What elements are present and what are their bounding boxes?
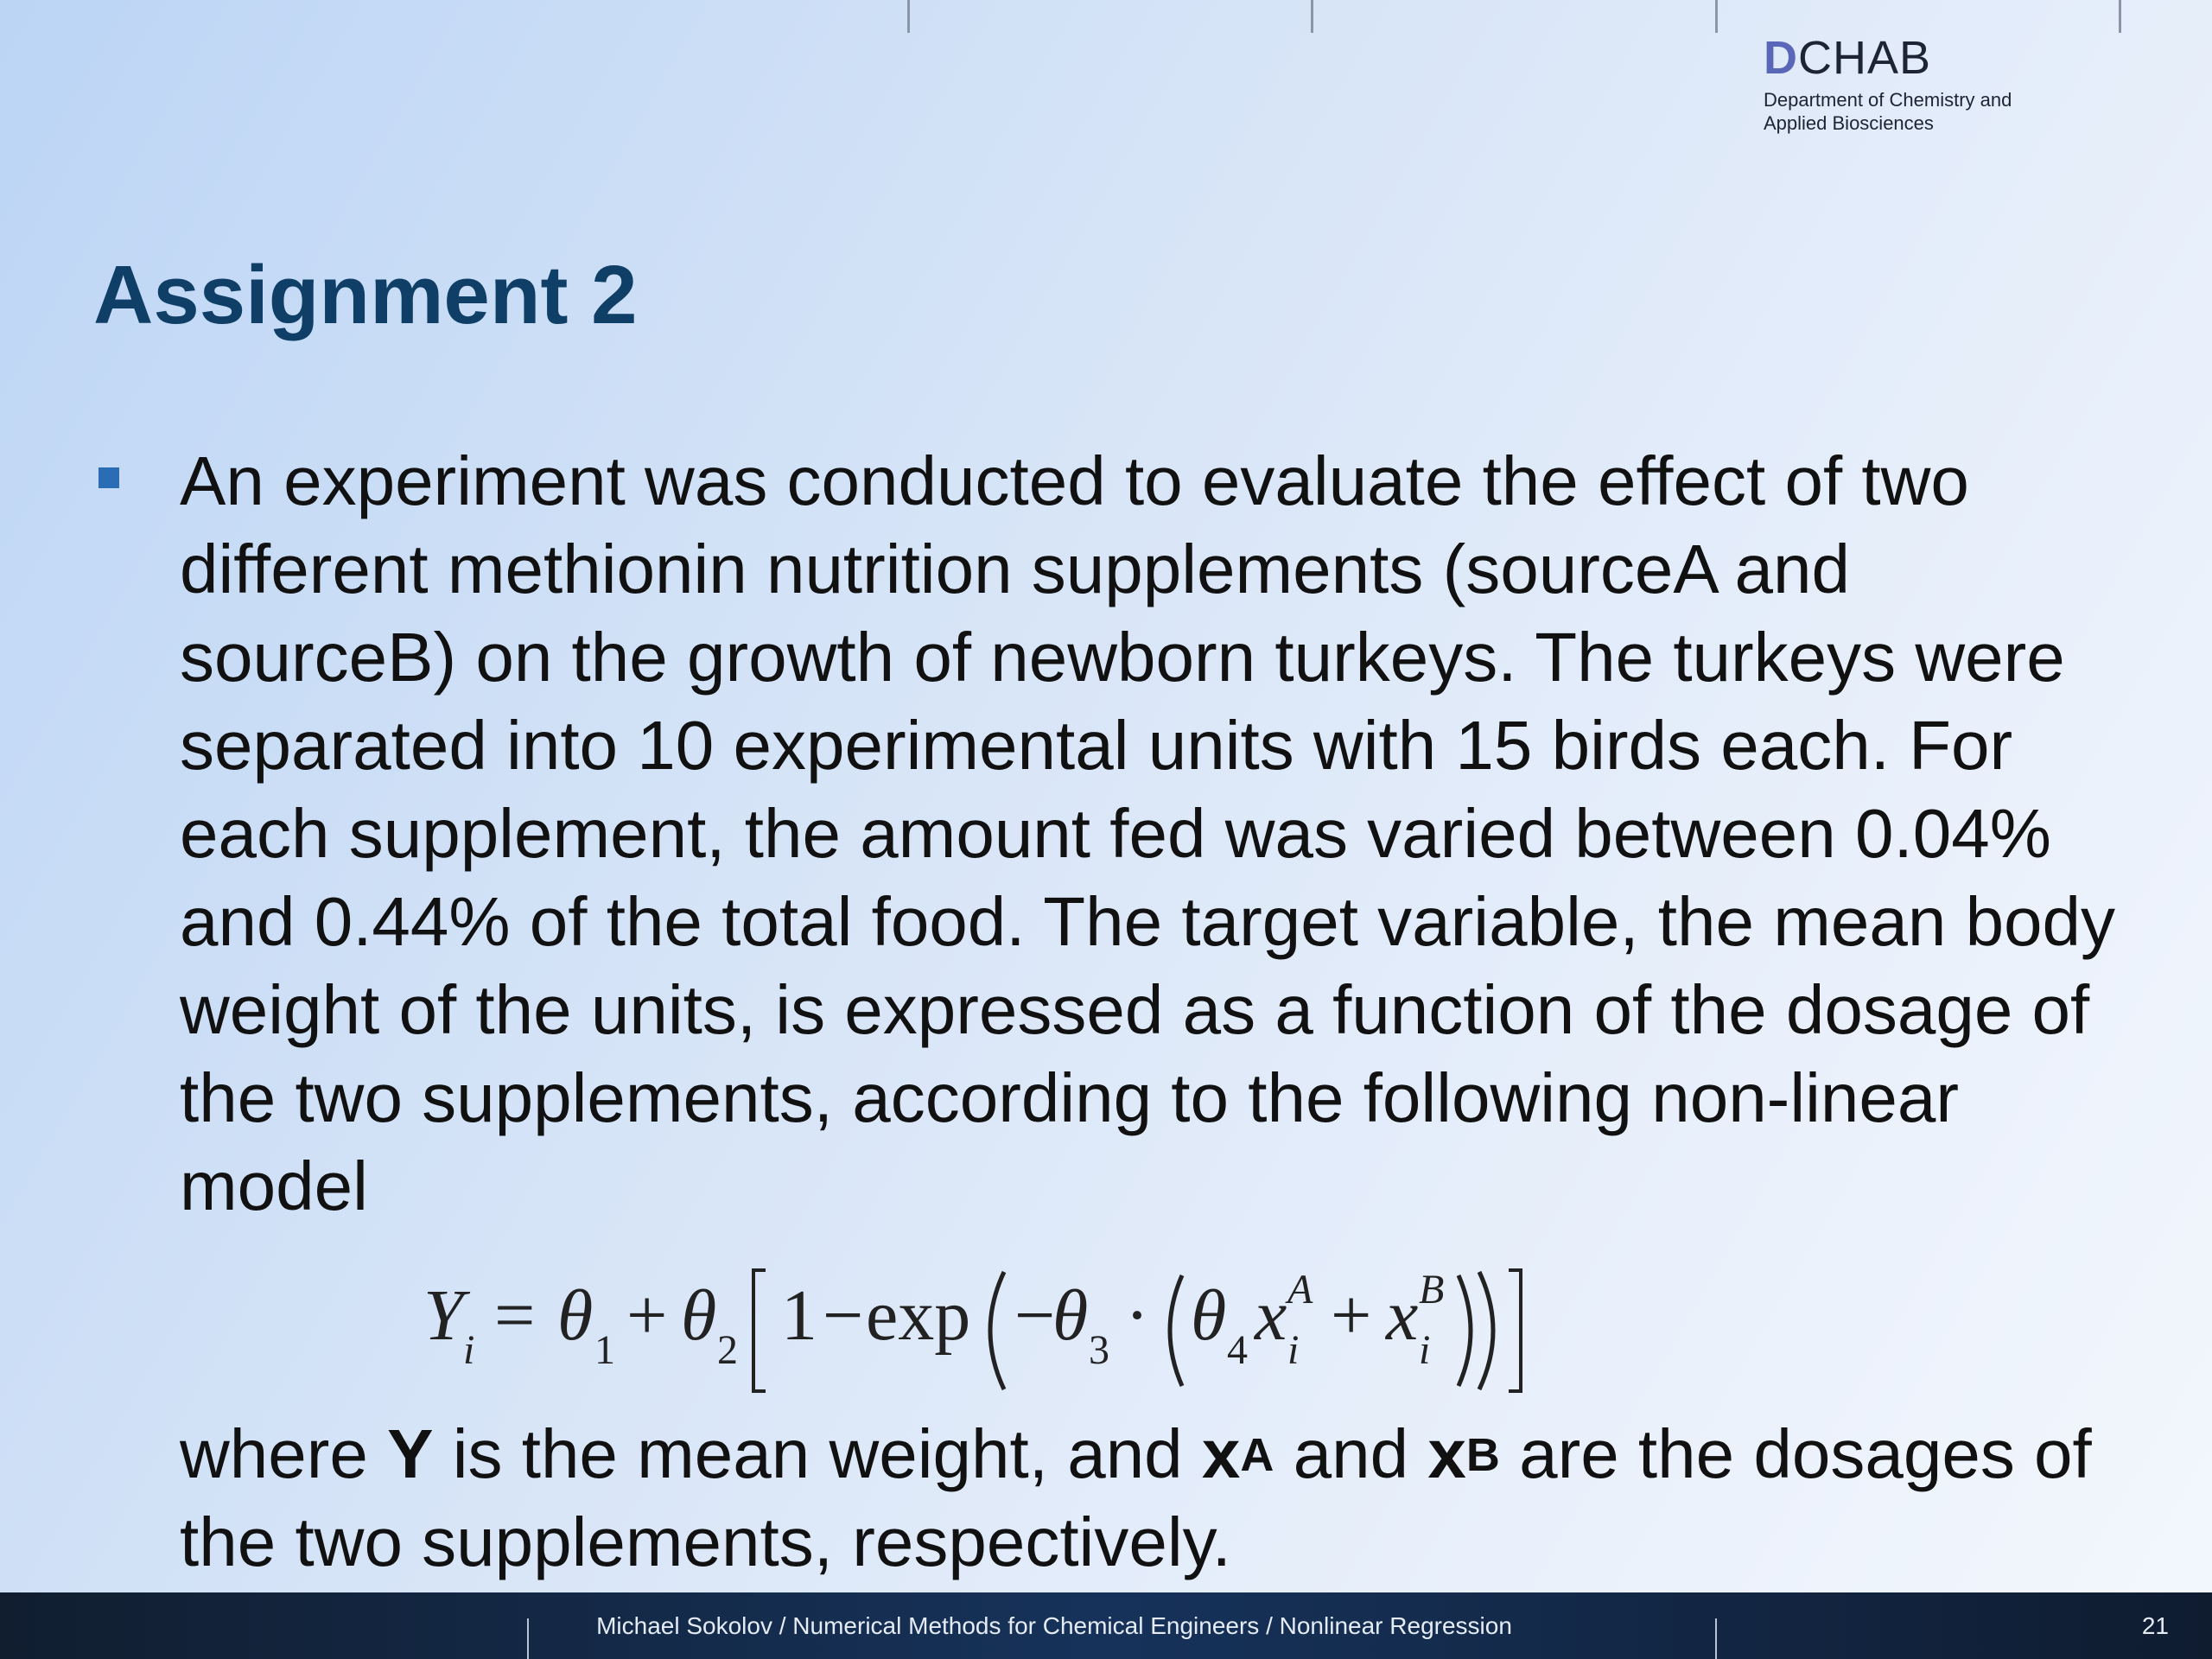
eq-sub-i-1: i <box>463 1327 475 1373</box>
slide-title: Assignment 2 <box>93 249 638 341</box>
eq-sup-A: A <box>1287 1267 1313 1313</box>
dchab-logo <box>1764 33 2012 135</box>
eq-sub-2: 2 <box>717 1327 738 1373</box>
eq-minus-1: − <box>823 1275 864 1356</box>
eq-bracket-right <box>1509 1270 1521 1391</box>
eq-sub-4: 4 <box>1227 1327 1248 1373</box>
bullet-text <box>180 437 2124 1230</box>
eq-sub-i-3: i <box>1419 1327 1431 1373</box>
eq-exp: exp <box>866 1275 971 1356</box>
def-xB-sup: B <box>1465 1429 1500 1481</box>
eq-Y: Y <box>423 1275 464 1356</box>
equation-svg <box>423 1262 1633 1408</box>
def-part-4: are the dosages of the two supplements, respectively. <box>180 1415 2092 1580</box>
top-tick-2 <box>1311 0 1313 33</box>
logo-subtitle-line2: Applied Biosciences <box>1764 112 1934 134</box>
logo-subtitle-line1: Department of Chemistry and <box>1764 89 2012 111</box>
eq-bracket-left <box>753 1270 766 1391</box>
def-xA-x: x <box>1201 1415 1241 1492</box>
def-xB <box>1427 1415 1500 1492</box>
eq-paren-inner-right <box>1459 1275 1471 1386</box>
eq-xB: x <box>1386 1275 1419 1356</box>
def-xA <box>1202 1415 1274 1492</box>
eq-xA: x <box>1255 1275 1287 1356</box>
eq-minus-2: − <box>1014 1275 1056 1356</box>
def-part-3: and <box>1274 1415 1428 1492</box>
def-Y: Y <box>387 1415 434 1492</box>
eq-equals: = <box>494 1275 536 1356</box>
logo-initial: D <box>1764 32 1798 84</box>
model-equation <box>423 1262 1633 1408</box>
top-tick-1 <box>907 0 910 33</box>
eq-sub-1: 1 <box>594 1327 615 1373</box>
eq-dot: · <box>1125 1275 1149 1356</box>
footer-text: Michael Sokolov / Numerical Methods for Chemical Engineers / Nonlinear Regression <box>596 1612 1512 1639</box>
eq-paren-outer-left <box>990 1272 1004 1389</box>
def-part-1: where <box>180 1415 388 1492</box>
eq-theta1: θ <box>557 1275 594 1356</box>
eq-plus-1: + <box>626 1275 668 1356</box>
bullet-paragraph: An experiment was conducted to evaluate the effect of two different methionin nutrition supplements (sourceA and sourceB) on the growth of newborn turkeys. The turkeys were separated into 10 experimental units with 15 birds each. For each supplement, the amount fed was varied between 0.04% and 0.44% of the total food. The target variable, the mean body weight of the units, is expressed as a function of the dosage of the two supplements, according to the following non-linear model <box>180 442 2116 1224</box>
eq-paren-inner-left <box>1170 1275 1182 1386</box>
definition-text <box>180 1410 2124 1586</box>
def-xB-x: x <box>1427 1415 1466 1492</box>
footer-bar <box>0 1592 2212 1659</box>
eq-plus-2: + <box>1331 1275 1372 1356</box>
top-tick-3 <box>1715 0 1718 33</box>
bullet-square <box>99 467 119 488</box>
eq-one: 1 <box>781 1275 817 1356</box>
def-part-2: is the mean weight, and <box>433 1415 1202 1492</box>
def-xA-sup: A <box>1240 1429 1274 1481</box>
logo-wordmark <box>1764 33 2012 83</box>
eq-sub-i-2: i <box>1287 1327 1300 1373</box>
eq-sup-B: B <box>1419 1267 1445 1313</box>
logo-name: CHAB <box>1798 32 1932 84</box>
eq-theta3: θ <box>1052 1275 1089 1356</box>
eq-paren-outer-right <box>1479 1272 1493 1389</box>
eq-sub-3: 3 <box>1089 1327 1109 1373</box>
eq-theta4: θ <box>1191 1275 1227 1356</box>
top-tick-4 <box>2119 0 2121 33</box>
eq-theta2: θ <box>681 1275 717 1356</box>
page-number: 21 <box>2141 1612 2169 1639</box>
